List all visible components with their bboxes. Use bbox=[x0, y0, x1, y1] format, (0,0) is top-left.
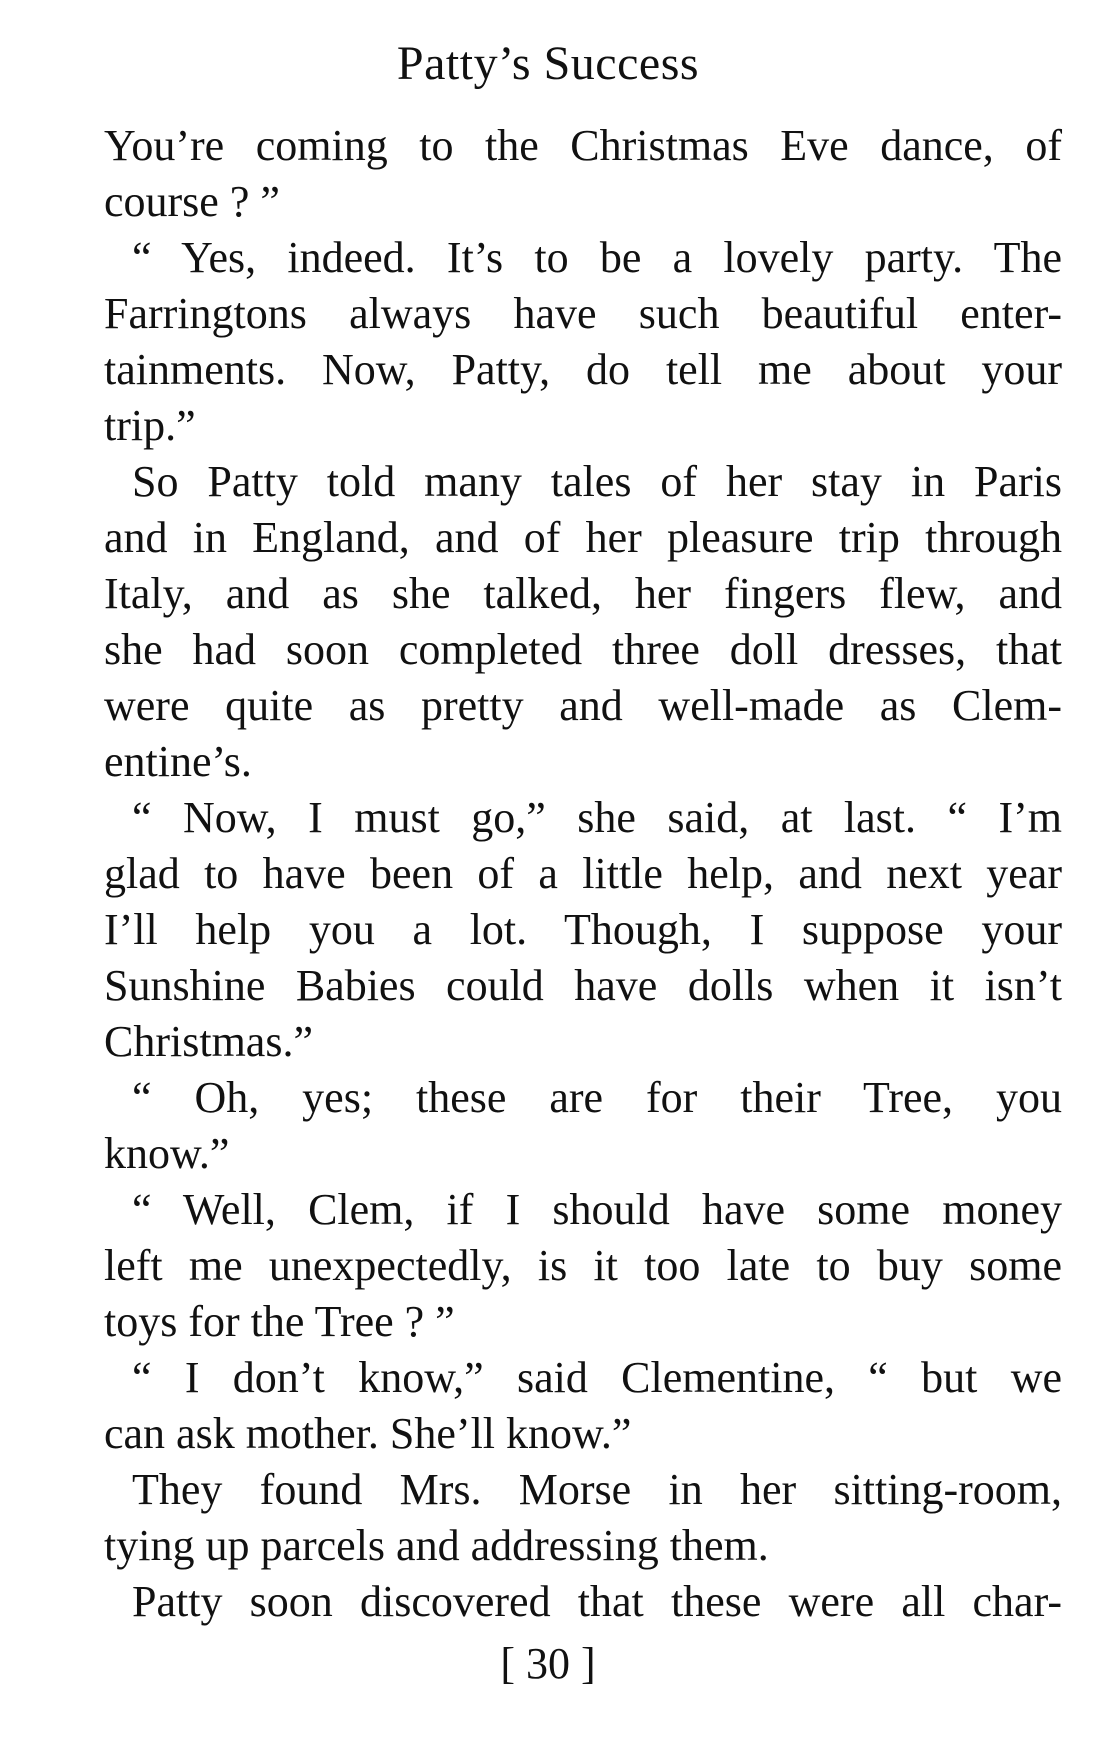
text-line: entine’s. bbox=[104, 737, 252, 786]
text-line: They found Mrs. Morse in her sitting-room, bbox=[132, 1465, 1062, 1514]
text-line: Italy, and as she talked, her fingers flew, and bbox=[104, 569, 1062, 618]
text-line: You’re coming to the Christmas Eve dance, of bbox=[104, 121, 1062, 170]
running-head: Patty’s Success bbox=[396, 37, 700, 90]
text-line: can ask mother. She’ll know.” bbox=[104, 1409, 632, 1458]
text-line: Christmas.” bbox=[104, 1017, 313, 1066]
text-line: “ Well, Clem, if I should have some money bbox=[132, 1185, 1062, 1234]
text-line: toys for the Tree ? ” bbox=[104, 1297, 455, 1346]
body-text bbox=[104, 118, 1062, 1630]
text-line: “ Yes, indeed. It’s to be a lovely party. The bbox=[132, 233, 1062, 282]
text-line: Farringtons always have such beautiful enter- bbox=[104, 289, 1062, 338]
text-line: were quite as pretty and well-made as Clem- bbox=[104, 681, 1062, 730]
text-line: left me unexpectedly, is it too late to buy some bbox=[104, 1241, 1062, 1290]
text-line: glad to have been of a little help, and next year bbox=[104, 849, 1062, 898]
text-line: Sunshine Babies could have dolls when it isn’t bbox=[104, 961, 1062, 1010]
text-line: “ Now, I must go,” she said, at last. “ I’m bbox=[132, 793, 1062, 842]
text-line: “ I don’t know,” said Clementine, “ but we bbox=[132, 1353, 1062, 1402]
text-line: and in England, and of her pleasure trip through bbox=[104, 513, 1062, 562]
text-line: course ? ” bbox=[104, 177, 280, 226]
text-line: So Patty told many tales of her stay in Paris bbox=[132, 457, 1062, 506]
text-line: tainments. Now, Patty, do tell me about your bbox=[104, 345, 1062, 394]
text-line: trip.” bbox=[104, 401, 196, 450]
text-line: I’ll help you a lot. Though, I suppose your bbox=[104, 905, 1062, 954]
text-line: know.” bbox=[104, 1129, 230, 1178]
text-line: Patty soon discovered that these were all char- bbox=[132, 1577, 1062, 1626]
text-line: tying up parcels and addressing them. bbox=[104, 1521, 769, 1570]
text-line: “ Oh, yes; these are for their Tree, you bbox=[132, 1073, 1062, 1122]
text-line: she had soon completed three doll dresses, that bbox=[104, 625, 1062, 674]
page-number: [ 30 ] bbox=[500, 1639, 596, 1688]
